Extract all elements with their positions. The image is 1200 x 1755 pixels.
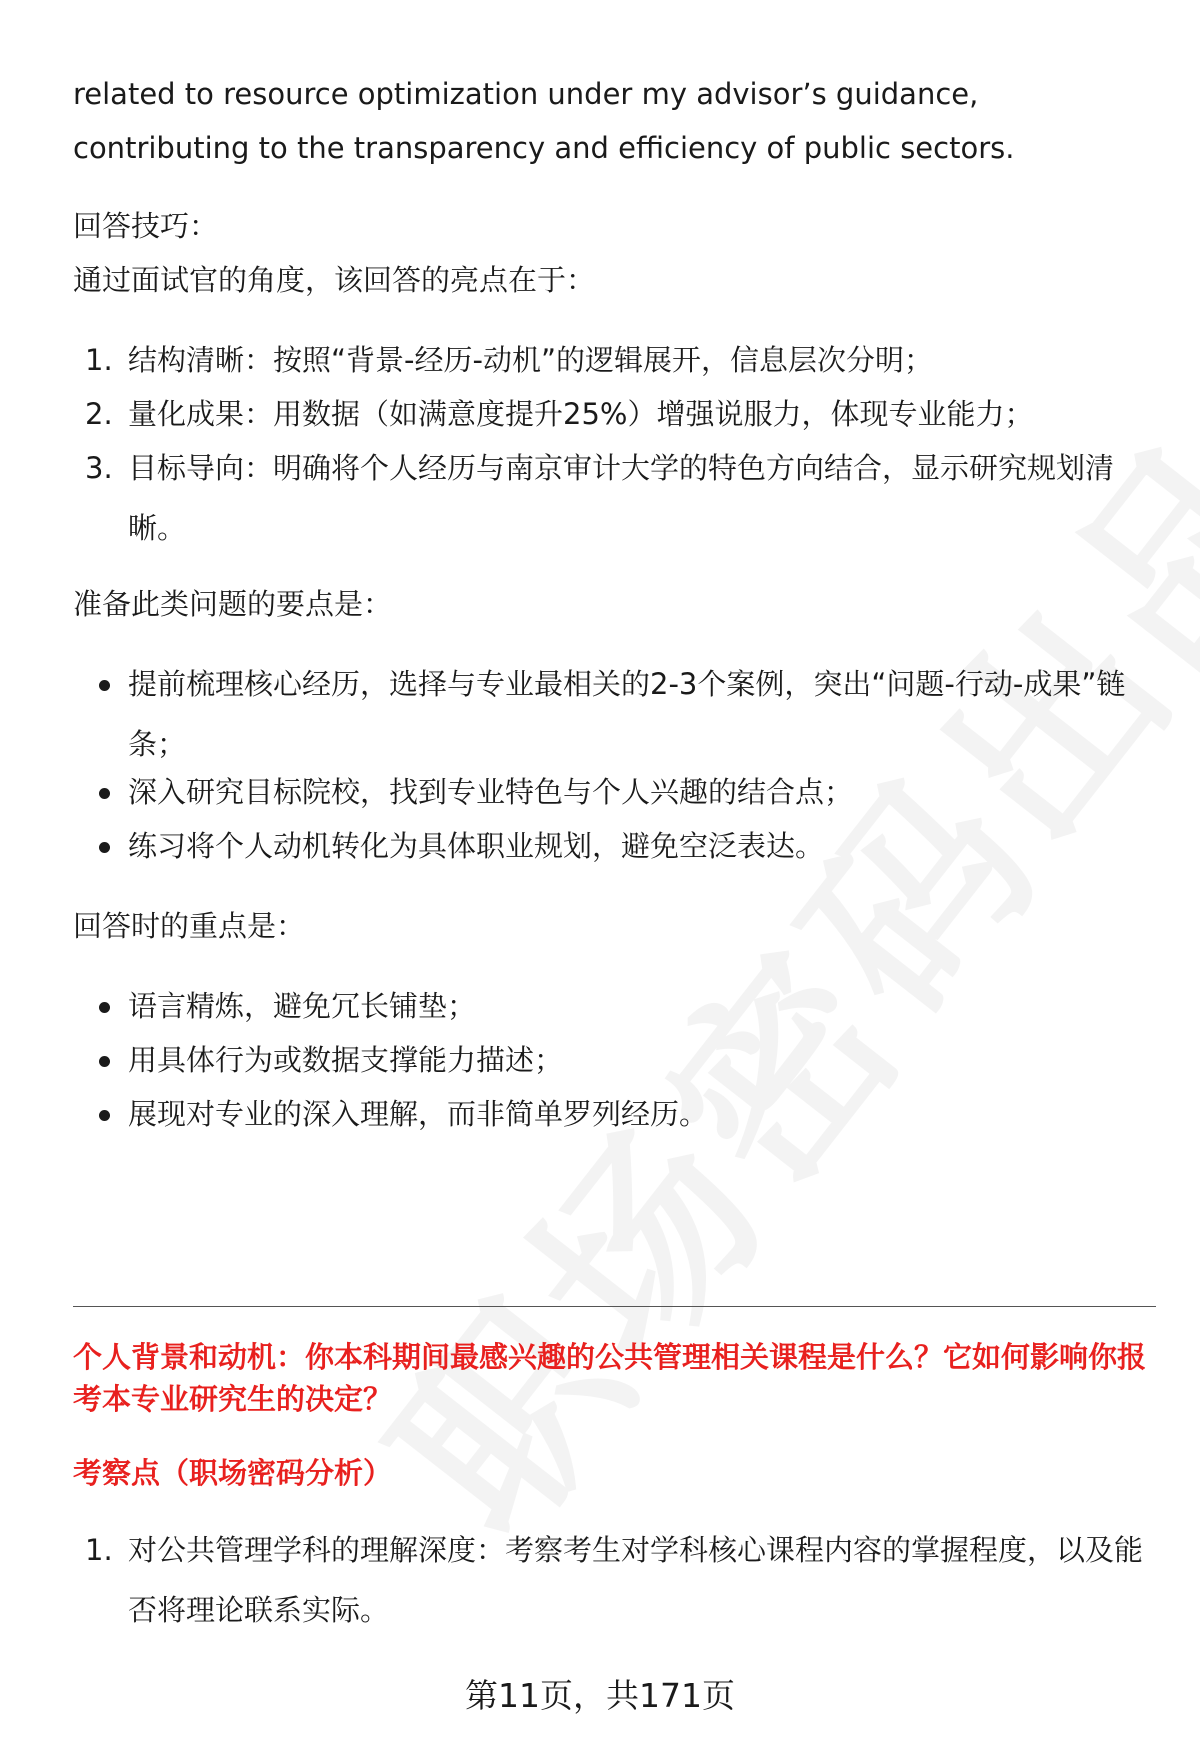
bullet-item-text: 语言精炼，避免冗长铺垫； [128, 989, 477, 1023]
list-item-text: 结构清晰：按照“背景-经历-动机”的逻辑展开，信息层次分明； [128, 343, 933, 377]
question-title: 个人背景和动机：你本科期间最感兴趣的公共管理相关课程是什么？它如何影响你报考本专业研究生的决定？ [73, 1340, 1147, 1416]
bullet-icon [99, 788, 110, 799]
bullet-icon [99, 1056, 110, 1067]
page-number: 第11页，共171页 [465, 1676, 735, 1715]
bullet-icon [99, 680, 110, 691]
bullet-item-text: 展现对专业的深入理解，而非简单罗列经历。 [128, 1097, 709, 1131]
list-item-text: 对公共管理学科的理解深度：考察考生对学科核心课程内容的掌握程度，以及能否将理论联系实际。 [128, 1533, 1144, 1627]
list-item-text: 目标导向：明确将个人经历与南京审计大学的特色方向结合，显示研究规划清晰。 [128, 451, 1115, 545]
intro-line: contributing to the transparency and efficiency of public sectors. [73, 131, 1015, 165]
bullet-item-text: 深入研究目标院校，找到专业特色与个人兴趣的结合点； [128, 775, 854, 809]
list-number: 2. [85, 397, 113, 431]
tips-subheading: 通过面试官的角度，该回答的亮点在于： [73, 263, 596, 297]
bullet-item-text: 练习将个人动机转化为具体职业规划，避免空泛表达。 [128, 829, 825, 863]
bullet-item-text: 用具体行为或数据支撑能力描述； [128, 1043, 564, 1077]
prep-heading: 准备此类问题的要点是： [73, 587, 393, 621]
bullet-item-text: 提前梳理核心经历，选择与专业最相关的2-3个案例，突出“问题-行动-成果”链条； [128, 667, 1126, 761]
list-number: 3. [85, 451, 113, 485]
bullet-icon [99, 1110, 110, 1121]
list-number: 1. [85, 1533, 113, 1567]
list-item-text: 量化成果：用数据（如满意度提升25%）增强说服力，体现专业能力； [128, 397, 1034, 431]
focus-heading: 回答时的重点是： [73, 909, 306, 943]
tips-heading: 回答技巧： [73, 209, 219, 243]
section-divider [73, 1306, 1156, 1307]
analysis-heading: 考察点（职场密码分析） [73, 1456, 393, 1490]
bullet-icon [99, 1002, 110, 1013]
list-number: 1. [85, 343, 113, 377]
bullet-icon [99, 842, 110, 853]
intro-line: related to resource optimization under my advisor’s guidance, [73, 77, 979, 111]
